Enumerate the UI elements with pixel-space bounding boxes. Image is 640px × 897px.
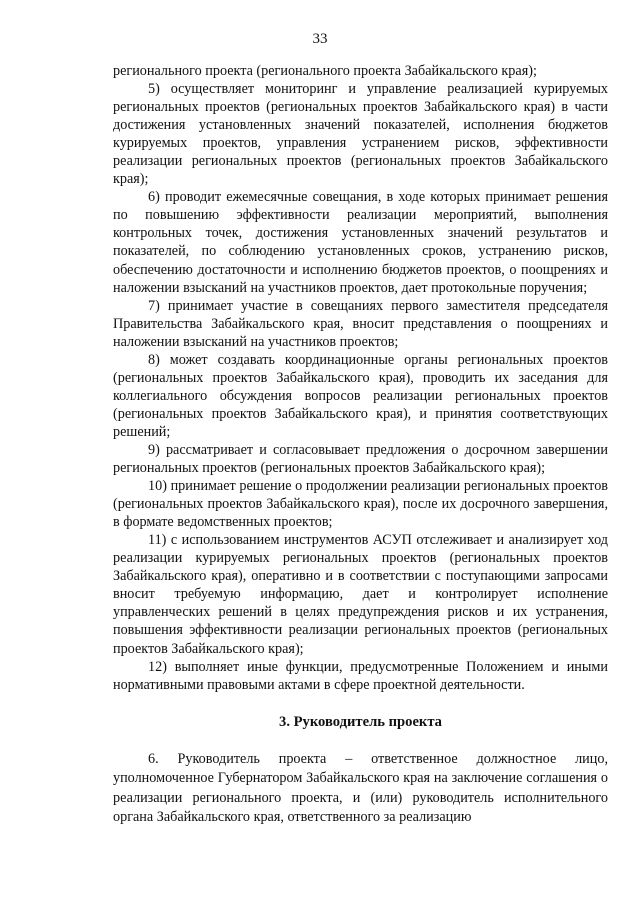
page-number: 33 [312, 31, 328, 47]
list-item-11: 11) с использованием инструментов АСУП отслеживает и анализирует ход реализации курируемых региональных проектов (региональных проектов Забайкальского края), оперативно и в соответствии с поступающими запросами вносит требуемую информацию, дает и контролирует исполнение управленческих решений в целях предупреждения рисков и их устранения, повышения эффективности реализации региональных проектов (региональных проектов Забайкальского края); [113, 532, 608, 657]
list-item-5: 5) осуществляет мониторинг и управление реализацией курируемых региональных проектов (региональных проектов Забайкальского края) в части достижения установленных значений показателей, исполнения бюджетов курируемых проектов, управления устранением рисков, эффективности реализации региональных проектов (региональных проектов Забайкальского края); [113, 81, 608, 188]
list-item-9: 9) рассматривает и согласовывает предложения о досрочном завершении региональных проектов (региональных проектов Забайкальского края); [113, 441, 608, 477]
list-item-10: 10) принимает решение о продолжении реализации региональных проектов (региональных проектов Забайкальского края), после их досрочного завершения, в формате ведомственных проектов; [113, 478, 608, 531]
document-body [113, 62, 608, 827]
list-item-12: 12) выполняет иные функции, предусмотренные Положением и иными нормативными правовыми актами в сфере проектной деятельности. [113, 658, 608, 693]
list-item-6: 6) проводит ежемесячные совещания, в ходе которых принимает решения по повышению эффективности реализации мероприятий, выполнения контрольных точек, достижения установленных значений результатов и показателей, по соблюдению установленных сроков, устранению рисков, обеспечению достаточности и исполнению бюджетов проектов, о поощрениях и наложении взысканий на участников проектов, дает протокольные поручения; [113, 189, 608, 296]
section-paragraph-6: 6. Руководитель проекта – ответственное должностное лицо, уполномоченное Губернатором Забайкальского края на заключение соглашения о реализации регионального проекта, и (или) руководитель исполнительного органа Забайкальского края, ответственного за реализацию [113, 750, 608, 825]
paragraph-continuation: регионального проекта (регионального проекта Забайкальского края); [113, 63, 537, 79]
list-item-7: 7) принимает участие в совещаниях первого заместителя председателя Правительства Забайкальского края, вносит представления о поощрениях и наложении взысканий на участников проектов; [113, 297, 608, 350]
list-item-8: 8) может создавать координационные органы региональных проектов (региональных проектов Забайкальского края), проводить их заседания для коллегиального обсуждения вопросов реализации региональных проектов (региональных проектов Забайкальского края), и принятия соответствующих решений; [113, 351, 608, 440]
section-heading: 3. Руководитель проекта [279, 713, 442, 730]
